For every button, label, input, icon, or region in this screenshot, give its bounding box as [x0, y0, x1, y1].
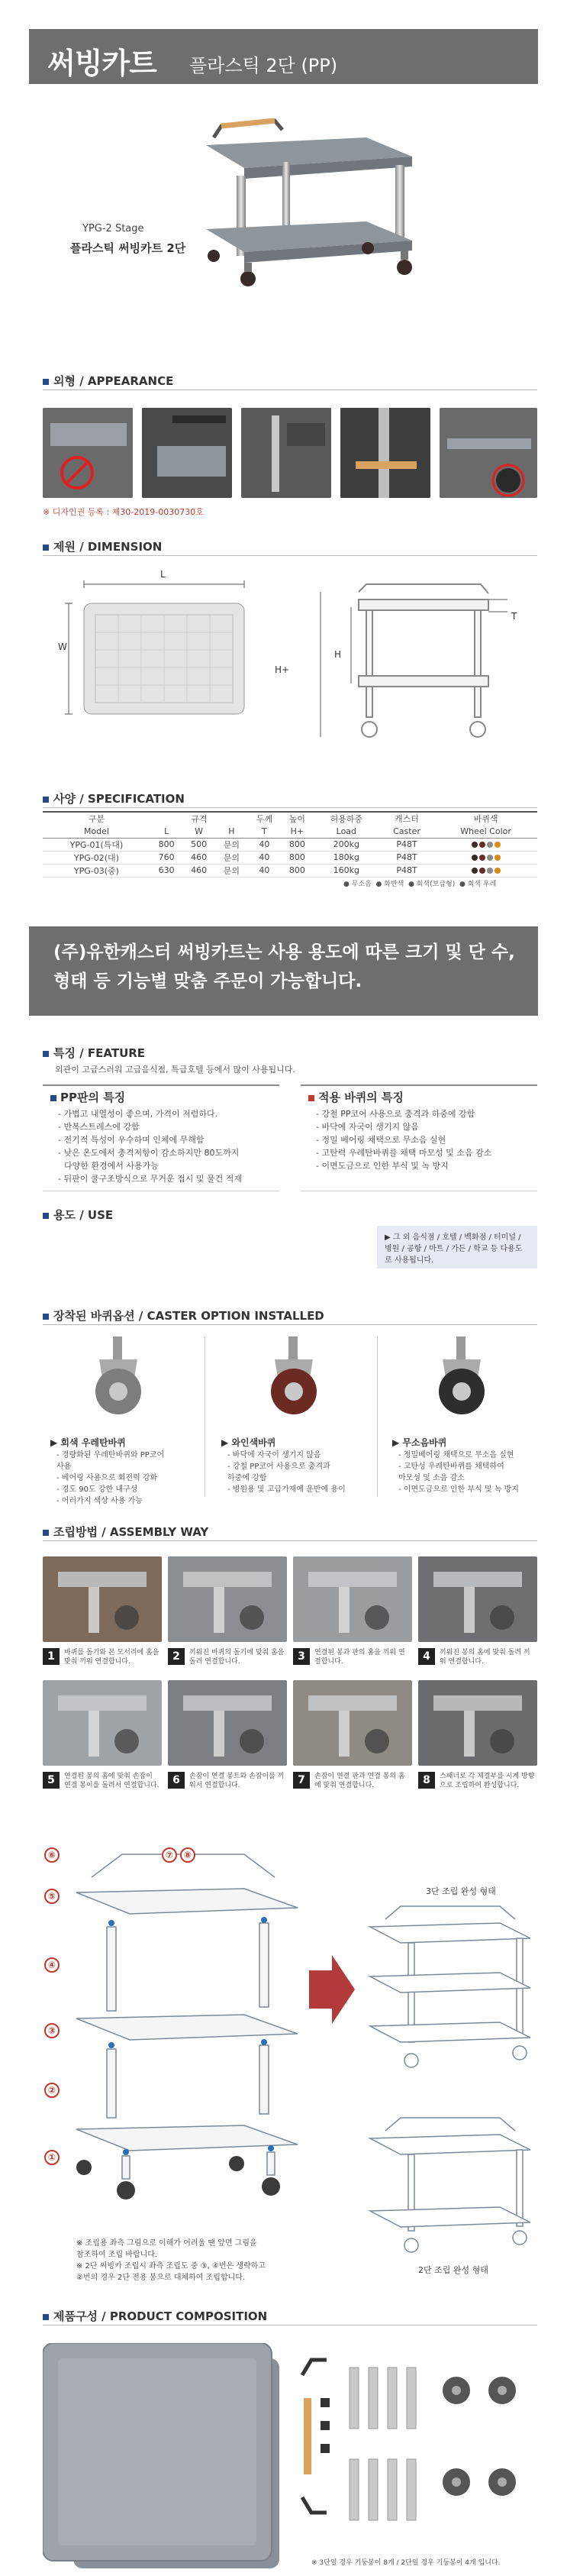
assembly-step-text: 연결된 봉과 판의 홈을 끼워 연결합니다.	[314, 1649, 405, 1666]
list-item: - 강철 PP코어 사용으로 충격과 하중에 강함	[316, 1109, 475, 1119]
assembly-step-text: 끼워진 바퀴의 돌기에 맞춰 홈을 돌려 연결합니다.	[189, 1649, 285, 1666]
dimension-heading: 제원 / DIMENSION	[43, 538, 162, 554]
note-line: 참조하여 조립 바랍니다.	[76, 2251, 158, 2259]
list-item: - 어러가지 색상 사용 가능	[56, 1497, 143, 1505]
bullet-square-icon	[308, 1095, 314, 1101]
two-tier-cart-image	[355, 2112, 538, 2264]
caster-name-wine: ▶ 와인색바퀴	[221, 1437, 276, 1448]
list-item: - 뒤판이 쿨구조방식으로 무거운 접시 및 물건 적재	[58, 1174, 242, 1184]
list-item: - 강철 PP코어 사용으로 충격과	[227, 1463, 330, 1471]
spec-cell: 460	[182, 864, 214, 877]
spec-heading: 사양 / SPECIFICATION	[43, 790, 185, 806]
caster-desc-silent	[398, 1450, 519, 1495]
bullet-square-icon	[43, 1530, 49, 1536]
list-item: - 고탄성 우레탄바퀴를 채택하여	[398, 1463, 504, 1471]
list-item: - 낮은 온도에서 충격저항이 감소하지만 80도까지	[58, 1148, 240, 1158]
assembly-exploded-diagram	[46, 1847, 321, 2213]
dim-label-l: L	[160, 569, 166, 580]
color-swatch-icon	[479, 855, 485, 861]
hero-cart-image	[191, 115, 450, 298]
wheel-color-legend	[343, 878, 496, 888]
appearance-photo-4	[340, 408, 430, 498]
appearance-photo-5	[440, 408, 537, 498]
caster-desc-gray	[56, 1450, 164, 1507]
divider	[43, 1540, 537, 1541]
assembly-step-text: 손잡이 연결 봉트와 손잡이를 끼워서 연결합니다.	[189, 1773, 285, 1789]
spec-cell: YPG-03(중)	[43, 864, 150, 877]
color-swatch-icon	[479, 868, 485, 874]
spec-col-height: 높이	[281, 812, 314, 825]
legend-item: ● 회색(보급형)	[408, 881, 456, 888]
assembly-step-number: 1	[43, 1648, 60, 1665]
spec-header-cell: T	[248, 825, 281, 838]
three-tier-cart-image	[355, 1900, 538, 2076]
use-description: ▶ 그 외 음식점 / 호텔 / 백화점 / 터미널 / 병원 / 공항 / 마트 / 가든 / 학교 등 다용도로 사용됩니다.	[377, 1226, 537, 1269]
two-tier-label: 2단 조립 완성 형태	[418, 2265, 488, 2275]
color-swatch-icon	[472, 855, 478, 861]
dim-label-w: W	[58, 642, 67, 652]
list-item: - 경도 90도 강한 내구성	[56, 1485, 138, 1494]
appearance-photo-3	[241, 408, 331, 498]
assembly-step-text: 손잡이 연결 판과 연결 봉의 홈에 맞춰 연결합니다.	[314, 1773, 405, 1789]
spec-header-cell: W	[182, 825, 214, 838]
list-item: 사용	[56, 1463, 72, 1471]
color-swatch-icon	[472, 868, 478, 874]
bullet-square-icon	[43, 2314, 49, 2320]
assembly-step-number: 8	[418, 1772, 435, 1789]
list-item: - 고탄력 우레탄바퀴를 채택 마모성 및 소음 감소	[316, 1148, 492, 1158]
part-number-6: ⑥	[44, 1847, 60, 1863]
assembly-notes	[76, 2238, 266, 2283]
assembly-step-text: 바퀴를 돌기와 본 모서리에 홈을 맞춰 끼워 연결합니다.	[64, 1649, 159, 1666]
divider	[43, 807, 537, 808]
color-swatch-icon	[495, 868, 501, 874]
list-item: - 가볍고 내열성이 좋으며, 가격이 저렴하다.	[58, 1109, 218, 1119]
wheel-color-swatches	[434, 838, 537, 851]
hero-model-code: YPG-2 Stage	[82, 223, 144, 234]
caster-name-gray: ▶ 회색 우레탄바퀴	[50, 1437, 126, 1448]
note-line: ※ 조립용 좌측 그림으로 이해가 어려울 땐 앞면 그림을	[76, 2239, 257, 2248]
spec-cell: P48T	[379, 838, 434, 851]
dimension-side-view	[305, 577, 534, 760]
spec-cell: 760	[150, 851, 182, 864]
legend-item: ● 무소음	[343, 881, 372, 888]
banner-text: (주)유한캐스터 써빙카트는 사용 용도에 따른 크기 및 단 수, 형태 등 기능별 맞춤 주문이 가능합니다.	[53, 942, 515, 991]
bullet-square-icon	[43, 1051, 49, 1057]
part-number-3: ③	[44, 2022, 60, 2038]
color-swatch-icon	[479, 842, 485, 848]
assembly-step-photo	[168, 1680, 287, 1766]
spec-row	[43, 864, 537, 877]
divider	[43, 1324, 537, 1325]
appearance-heading: 외형 / APPEARANCE	[43, 373, 173, 389]
list-item: - 병원용 및 고급가재에 운반에 용이	[227, 1485, 346, 1494]
assembly-step-number: 7	[293, 1772, 310, 1789]
list-item: - 정밀 베어링 채택으로 무소음 실현	[316, 1135, 446, 1145]
composition-note: ※ 3단일 경우 기둥봉이 8개 / 2단일 경우 기둥봉이 4개 입니다.	[311, 2559, 501, 2567]
spec-cell: 630	[150, 864, 182, 877]
spec-col-color: 바퀴색	[434, 812, 537, 825]
spec-table	[43, 811, 537, 878]
wheel-color-swatches	[434, 851, 537, 864]
spec-cell: 40	[248, 864, 281, 877]
color-swatch-icon	[487, 842, 493, 848]
list-item: 하중에 강함	[227, 1474, 267, 1482]
bullet-square-icon	[43, 797, 49, 803]
dim-label-h-plus: H+	[275, 664, 290, 675]
list-item: - 경량화된 우레탄바퀴와 PP코어	[56, 1451, 165, 1459]
part-number-5: ⑤	[44, 1888, 60, 1904]
part-number-2: ②	[44, 2082, 60, 2098]
assembly-step-text: 스패너로 각 체결부를 시계 방향으로 조립하여 완성합니다.	[440, 1773, 535, 1789]
spec-header-cell: H+	[281, 825, 314, 838]
assembly-step-number: 4	[418, 1648, 435, 1665]
page-subtitle: 플라스틱 2단 (PP)	[189, 55, 338, 76]
list-item: - 바닥에 자국이 생기지 않음	[316, 1122, 419, 1132]
bullet-square-icon	[43, 1314, 49, 1320]
dimension-top-view	[53, 569, 259, 737]
assembly-step-photo	[293, 1556, 412, 1642]
spec-cell: 800	[281, 851, 314, 864]
bullet-square-icon	[43, 1213, 49, 1219]
spec-header-ko	[43, 812, 537, 825]
three-tier-label: 3단 조립 완성 형태	[426, 1886, 496, 1896]
note-line: ※ 2단 써빙카 조립시 좌측 조립도 중 ③, ④번은 생략하고	[76, 2262, 266, 2271]
assembly-step-text: 끼워진 봉의 홈에 맞춰 돌려 끼워 연결합니다.	[440, 1649, 530, 1666]
spec-cell: 800	[281, 864, 314, 877]
assembly-step-photo	[43, 1680, 162, 1766]
dim-label-t: T	[511, 611, 517, 622]
assembly-step-number: 6	[168, 1772, 185, 1789]
list-item: - 정밀베어링 채택으로 무소음 실현	[398, 1451, 514, 1459]
spec-cell: 40	[248, 838, 281, 851]
spec-cell: 160kg	[314, 864, 379, 877]
spec-cell: YPG-01(특대)	[43, 838, 150, 851]
spec-cell: 문의	[215, 851, 248, 864]
composition-shelf-image	[43, 2343, 287, 2572]
spec-cell: YPG-02(대)	[43, 851, 150, 864]
list-item: - 이면도금으로 인한 부식 및 녹 방지	[398, 1485, 519, 1494]
assembly-step-photo	[418, 1556, 537, 1642]
bullet-square-icon	[43, 545, 49, 551]
caster-desc-wine	[227, 1450, 346, 1495]
assembly-step-photo	[168, 1556, 287, 1642]
assembly-heading: 조립방법 / ASSEMBLY WAY	[43, 1524, 208, 1540]
part-number-7: ⑦	[162, 1847, 177, 1863]
composition-heading: 제품구성 / PRODUCT COMPOSITION	[43, 2308, 267, 2324]
spec-col-load: 허용하중	[314, 812, 379, 825]
note-line: ②번의 경우 2단 전용 봉으로 대체하여 조립합니다.	[76, 2274, 246, 2282]
caster-name-silent: ▶ 무소음바퀴	[392, 1437, 447, 1448]
wheel-color-swatches	[434, 864, 537, 877]
list-item: - 전기적 특성이 우수하며 인체에 무해함	[58, 1135, 205, 1145]
spec-header-cell: Load	[314, 825, 379, 838]
appearance-photo-2	[142, 408, 232, 498]
legend-item: ● 회색 우레	[459, 881, 497, 888]
spec-col-thickness: 두께	[248, 812, 281, 825]
color-swatch-icon	[495, 842, 501, 848]
design-registration: ※ 디자인권 등록 : 제30-2019-0030730호	[43, 507, 204, 517]
spec-header-cell: Model	[43, 825, 150, 838]
list-item: 마모성 및 소음 감소	[398, 1474, 465, 1482]
list-item: - 반복스트레스에 강함	[58, 1122, 140, 1132]
hero-model-name: 플라스틱 써빙카트 2단	[70, 241, 186, 255]
spec-cell: 500	[182, 838, 214, 851]
spec-cell: 180kg	[314, 851, 379, 864]
spec-header-cell: Wheel Color	[434, 825, 537, 838]
dim-label-h: H	[334, 649, 342, 660]
color-swatch-icon	[472, 842, 478, 848]
caster-image-gray	[84, 1336, 153, 1421]
spec-col-caster: 캐스터	[379, 812, 434, 825]
spec-cell: P48T	[379, 851, 434, 864]
feature-heading: 특징 / FEATURE	[43, 1045, 145, 1061]
divider	[43, 389, 537, 390]
color-swatch-icon	[487, 868, 493, 874]
assembly-step-text: 연결된 봉의 홈에 맞춰 손잡이 연결 봉이를 돌려서 연결합니다.	[64, 1773, 159, 1789]
spec-cell: 200kg	[314, 838, 379, 851]
assembly-step-number: 5	[43, 1772, 60, 1789]
part-number-8: ⑧	[180, 1847, 195, 1863]
bullet-square-icon	[50, 1095, 56, 1101]
spec-header-cell: L	[150, 825, 182, 838]
list-item: - 베어링 사용으로 회전력 강화	[56, 1474, 158, 1482]
spec-cell: 800	[150, 838, 182, 851]
part-number-4: ④	[44, 1957, 60, 1973]
caster-image-silent	[427, 1336, 496, 1421]
spec-row	[43, 838, 537, 851]
spec-header-cell: H	[215, 825, 248, 838]
pp-feature-list	[58, 1107, 242, 1185]
arrow-right-icon	[309, 1955, 355, 2024]
bullet-square-icon	[43, 379, 49, 385]
pp-feature-title: PP판의 특징	[50, 1089, 125, 1105]
spec-cell: 문의	[215, 838, 248, 851]
assembly-step-photo	[43, 1556, 162, 1642]
spec-cell: P48T	[379, 864, 434, 877]
page-title: 써빙카트	[47, 47, 156, 80]
list-item: - 바닥에 자국이 생기지 않음	[227, 1451, 321, 1459]
list-item: 다양한 환경에서 사용가능	[64, 1161, 159, 1171]
composition-parts-image	[296, 2352, 537, 2551]
divider	[43, 555, 537, 556]
list-item: - 이면도금으로 인한 부식 및 녹 방지	[316, 1161, 449, 1171]
assembly-step-photo	[293, 1680, 412, 1766]
assembly-step-number: 2	[168, 1648, 185, 1665]
color-swatch-icon	[487, 855, 493, 861]
spec-cell: 40	[248, 851, 281, 864]
wheel-feature-list	[316, 1107, 491, 1172]
caster-image-wine	[259, 1336, 328, 1421]
spec-cell: 800	[281, 838, 314, 851]
caster-heading: 장착된 바퀴옵션 / CASTER OPTION INSTALLED	[43, 1307, 324, 1324]
assembly-step-photo	[418, 1680, 537, 1766]
wheel-feature-title: 적용 바퀴의 특징	[308, 1089, 404, 1105]
divider	[43, 2325, 537, 2326]
feature-description: 외관이 고급스러워 고급음식점, 특급호텔 등에서 많이 사용됩니다.	[55, 1065, 295, 1075]
spec-header-en	[43, 825, 537, 838]
spec-row	[43, 851, 537, 864]
spec-col-model: 구분	[43, 812, 150, 825]
divider	[377, 1336, 378, 1497]
spec-cell: 460	[182, 851, 214, 864]
color-swatch-icon	[495, 855, 501, 861]
legend-item: ● 화반색	[375, 881, 404, 888]
spec-cell: 문의	[215, 864, 248, 877]
part-number-1: ①	[44, 2149, 60, 2165]
use-heading: 용도 / USE	[43, 1207, 113, 1223]
spec-header-cell: Caster	[379, 825, 434, 838]
spec-col-size: 규격	[150, 812, 248, 825]
assembly-step-number: 3	[293, 1648, 310, 1665]
appearance-photo-1	[43, 408, 133, 498]
